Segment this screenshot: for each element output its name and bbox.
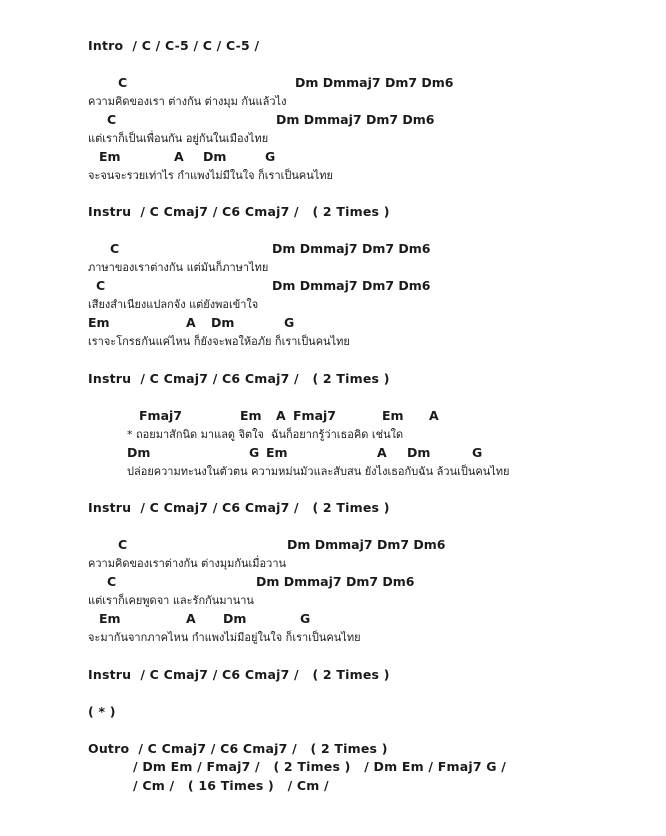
chord: C [107, 574, 117, 589]
lyric-line: เสียงสำเนียงแปลกจัง แต่ยังพอเข้าใจ [88, 298, 259, 311]
lyric-line: ปล่อยความทะนงในตัวตน ความหม่นมัวและสับสน ยังไงเธอกับฉัน ล้วนเป็นคนไทย [127, 465, 510, 478]
chord: A [276, 408, 286, 423]
chord: Fmaj7 [139, 408, 182, 423]
chord: C [107, 112, 117, 127]
chord: Dm [407, 445, 431, 460]
chord: Em [88, 315, 110, 330]
lyric-line: ภาษาของเราต่างกัน แต่มันก็ภาษาไทย [88, 261, 269, 274]
outro-line: / Dm Em / Fmaj7 / ( 2 Times ) / Dm Em / Fmaj7 G / [133, 759, 507, 774]
chord: G [300, 611, 311, 626]
lyric-line: แต่เราก็เป็นเพื่อนกัน อยู่กันในเมืองไทย [88, 132, 269, 145]
chord: A [377, 445, 387, 460]
chord: A [429, 408, 439, 423]
chord: Dm [127, 445, 151, 460]
chord: Dm Dmmaj7 Dm7 Dm6 [287, 537, 446, 552]
chord: Em [266, 445, 288, 460]
chord: Em [99, 611, 121, 626]
instru-line: Instru / C Cmaj7 / C6 Cmaj7 / ( 2 Times ) [88, 204, 390, 219]
chord: Dm [223, 611, 247, 626]
chord: Dm [211, 315, 235, 330]
outro-line: Outro / C Cmaj7 / C6 Cmaj7 / ( 2 Times ) [88, 741, 388, 756]
outro-line: / Cm / ( 16 Times ) / Cm / [133, 778, 329, 793]
intro-line: Intro / C / C-5 / C / C-5 / [88, 38, 260, 53]
chord: C [96, 278, 106, 293]
chord: C [118, 75, 128, 90]
chord: A [174, 149, 184, 164]
lyric-line: เราจะโกรธกันแค่ไหน ก็ยังจะพอให้อภัย ก็เราเป็นคนไทย [88, 335, 350, 348]
lyric-line: จะมากันจากภาคไหน กำแพงไม่มีอยู่ในใจ ก็เราเป็นคนไทย [88, 631, 361, 644]
instru-line: Instru / C Cmaj7 / C6 Cmaj7 / ( 2 Times ) [88, 667, 390, 682]
instru-line: Instru / C Cmaj7 / C6 Cmaj7 / ( 2 Times ) [88, 500, 390, 515]
chord: A [186, 315, 196, 330]
chord: Em [382, 408, 404, 423]
chord: G [284, 315, 295, 330]
instru-line: Instru / C Cmaj7 / C6 Cmaj7 / ( 2 Times ) [88, 371, 390, 386]
lyric-line: ความคิดของเรา ต่างกัน ต่างมุม กันแล้วไง [88, 95, 287, 108]
chord: Dm Dmmaj7 Dm7 Dm6 [272, 278, 431, 293]
chord: Dm Dmmaj7 Dm7 Dm6 [295, 75, 454, 90]
chord: G [249, 445, 260, 460]
lyric-line: แต่เราก็เคยพูดจา และรักกันมานาน [88, 594, 254, 607]
chord: A [186, 611, 196, 626]
lyric-line: * ถอยมาสักนิด มาแลดู จิตใจ ฉันก็อยากรู้ว่าเธอคิด เช่นใด [127, 428, 404, 441]
chord: Dm Dmmaj7 Dm7 Dm6 [256, 574, 415, 589]
chord: Dm Dmmaj7 Dm7 Dm6 [276, 112, 435, 127]
chord: Em [99, 149, 121, 164]
lyric-line: จะจนจะรวยเท่าไร กำแพงไม่มีในใจ ก็เราเป็นคนไทย [88, 169, 333, 182]
lyric-line: ความคิดของเราต่างกัน ต่างมุมกันเมื่อวาน [88, 557, 287, 570]
chord: G [472, 445, 483, 460]
chord: Em [240, 408, 262, 423]
repeat-marker: ( * ) [88, 704, 116, 719]
chord: Dm Dmmaj7 Dm7 Dm6 [272, 241, 431, 256]
chord: Dm [203, 149, 227, 164]
chord: C [118, 537, 128, 552]
chord: G [265, 149, 276, 164]
chord: C [110, 241, 120, 256]
chord: Fmaj7 [293, 408, 336, 423]
